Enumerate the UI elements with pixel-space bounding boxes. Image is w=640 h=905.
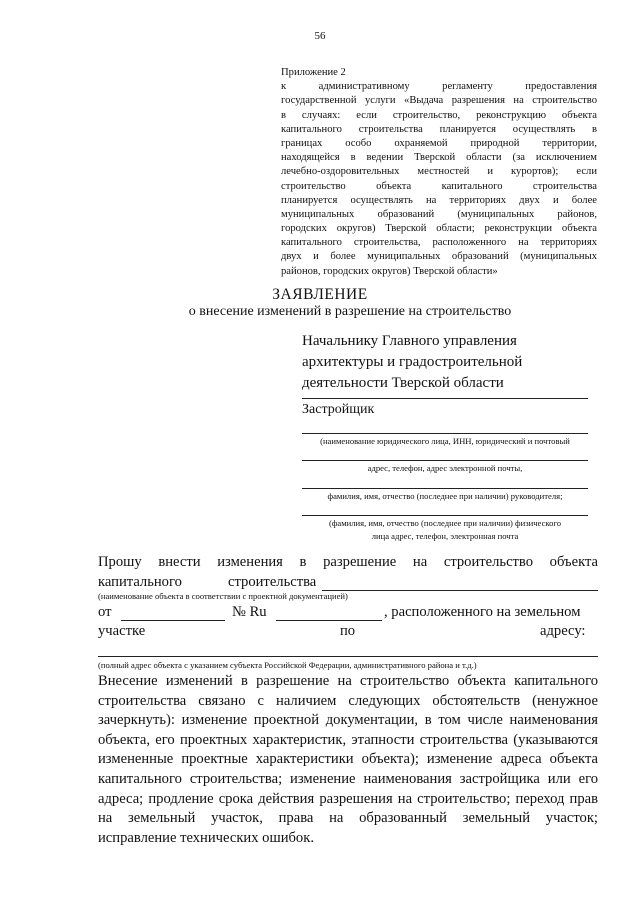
addressee-line: Начальнику Главного управления xyxy=(302,333,517,349)
reasons-line: измененные проектные характеристики объекта); изменение адреса объекта xyxy=(98,751,598,768)
appendix-line: государственной услуги «Выдача разрешения на строительство xyxy=(281,95,597,107)
appendix-line: лечебно-оздоровительных местностей и курортов); если xyxy=(281,166,597,178)
appendix-line: двух и более муниципальных образований (муниципальных xyxy=(281,251,597,263)
developer-address-field[interactable] xyxy=(302,460,588,461)
permit-number-field[interactable] xyxy=(276,620,382,621)
request-text: строительства xyxy=(228,574,317,590)
address-caption: (полный адрес объекта с указанием субъекта Российской Федерации, административного района и т.д.) xyxy=(98,660,477,670)
developer-head-field[interactable] xyxy=(302,488,588,489)
request-text: по xyxy=(340,623,356,639)
divider-line xyxy=(302,398,588,399)
reasons-line: строительства связано с наличием следующих обстоятельств (ненужное xyxy=(98,692,598,709)
request-text: Прошу внести изменения в разрешение на строительство объекта xyxy=(98,554,598,570)
developer-caption: (фамилия, имя, отчество (последнее при наличии) физического xyxy=(328,518,562,528)
reasons-line: капитального строительства; изменение наименования застройщика или его xyxy=(98,770,598,787)
appendix-line: капитального строительства, расположенного на территориях xyxy=(281,237,597,249)
request-text: № Ru xyxy=(232,604,267,620)
object-address-field[interactable] xyxy=(98,656,598,657)
developer-caption: (наименование юридического лица, ИНН, юридический и почтовый xyxy=(320,436,570,446)
document-title: ЗАЯВЛЕНИЕ xyxy=(272,286,368,303)
appendix-line: планируется осуществлять на территориях двух и более xyxy=(281,194,597,206)
reasons-line: объекта, его проектных характеристик, этапности строительства (указываются xyxy=(98,731,598,748)
request-text: капитального xyxy=(98,574,182,590)
addressee-line: деятельности Тверской области xyxy=(302,375,504,391)
developer-caption: лица адрес, телефон, электронная почта xyxy=(371,531,519,541)
document-subtitle: о внесение изменений в разрешение на строительство xyxy=(188,304,512,319)
appendix-line: границах особо охраняемой природной территории, xyxy=(281,137,597,149)
reasons-paragraph xyxy=(98,672,598,848)
developer-person-field[interactable] xyxy=(302,515,588,516)
appendix-line: муниципальных образований (муниципальных районов, xyxy=(281,208,597,220)
appendix-line: к административному регламенту предоставления xyxy=(281,81,597,93)
request-text: адресу: xyxy=(540,623,586,639)
reasons-line: исправление технических ошибок. xyxy=(98,829,314,846)
reasons-line: на земельный участок, права на образованный земельный участок; xyxy=(98,810,598,827)
reasons-line: зачеркнуть): изменение проектной документации, в том числе наименования xyxy=(98,712,598,729)
object-caption: (наименование объекта в соответствии с проектной документацией) xyxy=(98,591,348,601)
developer-caption: фамилия, имя, отчество (последнее при наличии) руководителя; xyxy=(327,491,563,501)
object-name-field[interactable] xyxy=(322,590,598,591)
request-text: от xyxy=(98,604,112,620)
appendix-line: городских округов) Тверской области; реконструкции объекта xyxy=(281,223,597,235)
appendix-line: Приложение 2 xyxy=(281,67,346,78)
appendix-line: районов, городских округов) Тверской области» xyxy=(281,265,498,277)
developer-label: Застройщик xyxy=(302,402,375,417)
reasons-line: адреса; продление срока действия разрешения на строительство; переход прав xyxy=(98,790,598,807)
appendix-line: находящейся в ведении Тверской области (за исключением xyxy=(281,152,597,164)
developer-name-field[interactable] xyxy=(302,433,588,434)
appendix-note xyxy=(281,66,597,279)
addressee-line: архитектуры и градостроительной xyxy=(302,354,523,370)
permit-date-field[interactable] xyxy=(121,620,225,621)
appendix-line: строительство объекта капитального строительства xyxy=(281,180,597,192)
reasons-line: Внесение изменений в разрешение на строительство объекта капитального xyxy=(98,673,598,689)
request-text: участке xyxy=(98,623,146,639)
appendix-line: капитального строительства планируется осуществлять в xyxy=(281,123,597,135)
addressee xyxy=(302,331,522,394)
request-text: , расположенного на земельном xyxy=(384,604,581,620)
developer-caption: адрес, телефон, адрес электронной почты, xyxy=(367,463,523,473)
appendix-line: в случаях: если строительство, реконструкцию объекта xyxy=(281,109,597,121)
page-number: 56 xyxy=(314,30,326,42)
